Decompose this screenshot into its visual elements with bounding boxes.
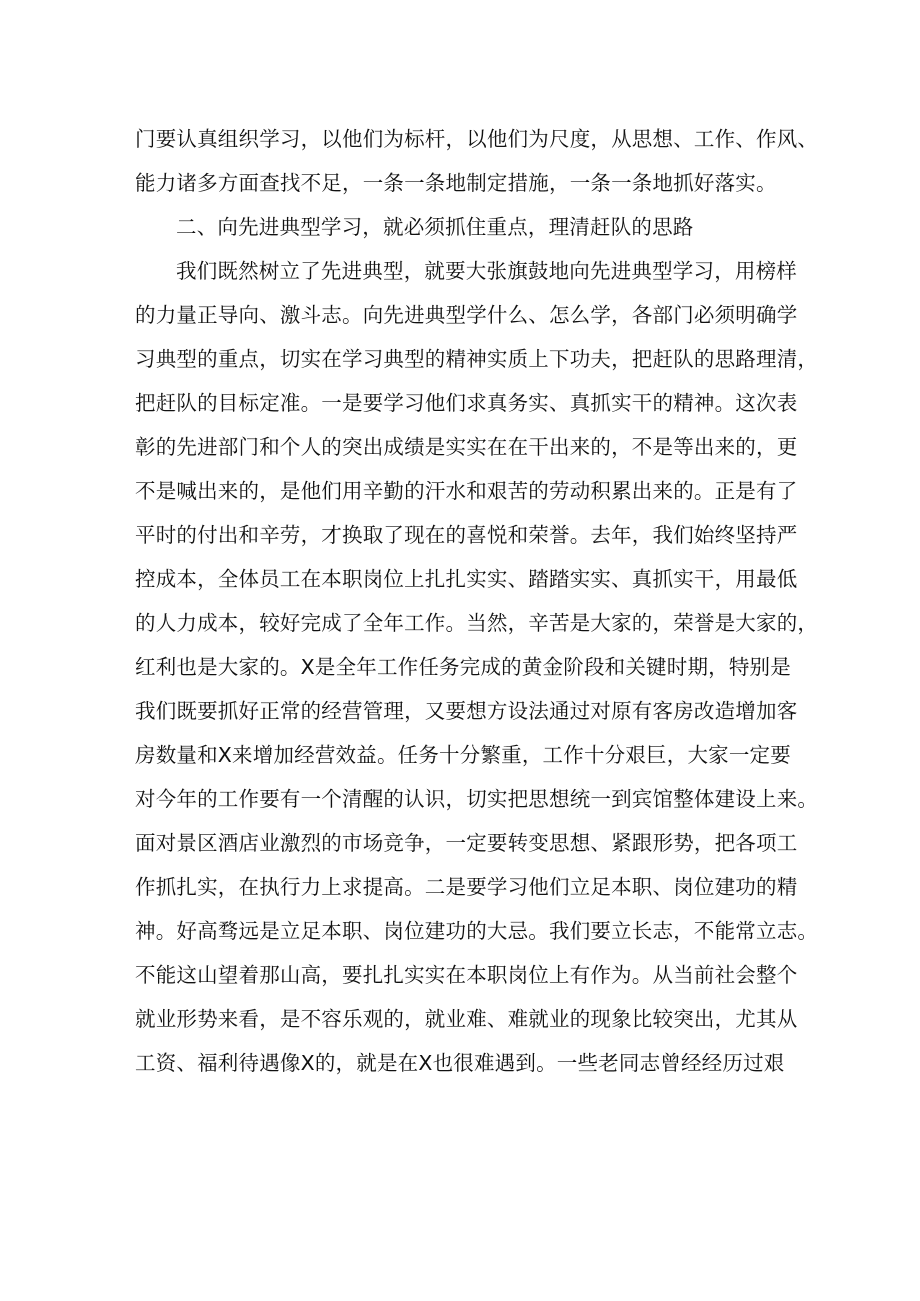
text-line-5: 的力量正导向、激斗志。向先进典型学什么、怎么学，各部门必须明确学 [135, 303, 798, 327]
text-line-18: 作抓扎实，在执行力上求提高。二是要学习他们立足本职、岗位建功的精 [135, 875, 798, 899]
text-line-1: 门要认真组织学习，以他们为标杆，以他们为尺度，从思想、工作、作风、 [135, 127, 819, 151]
text-line-21: 就业形势来看，是不容乐观的，就业难、难就业的现象比较突出，尤其从 [135, 1007, 798, 1031]
text-line-7: 把赶队的目标定准。一是要学习他们求真务实、真抓实干的精神。这次表 [135, 391, 798, 415]
text-line-10: 平时的付出和辛劳，才换取了现在的喜悦和荣誉。去年，我们始终坚持严 [135, 523, 798, 547]
text-line-17: 面对景区酒店业激烈的市场竞争，一定要转变思想、紧跟形势，把各项工 [135, 831, 798, 855]
text-line-11: 控成本，全体员工在本职岗位上扎扎实实、踏踏实实、真抓实干，用最低 [135, 567, 798, 591]
text-line-16: 对今年的工作要有一个清醒的认识，切实把思想统一到宾馆整体建设上来。 [135, 787, 819, 811]
text-line-15: 房数量和X来增加经营效益。任务十分繁重，工作十分艰巨，大家一定要 [135, 743, 791, 767]
section-heading: 二、向先进典型学习，就必须抓住重点，理清赶队的思路 [176, 215, 694, 239]
text-line-20: 不能这山望着那山高，要扎扎实实在本职岗位上有作为。从当前社会整个 [135, 963, 798, 987]
paragraph-first-line: 我们既然树立了先进典型，就要大张旗鼓地向先进典型学习，用榜样 [176, 259, 797, 283]
text-line-13: 红利也是大家的。X是全年工作任务完成的黄金阶段和关键时期，特别是 [135, 655, 791, 679]
body-text [135, 117, 819, 1085]
text-line-9: 不是喊出来的，是他们用辛勤的汗水和艰苦的劳动积累出来的。正是有了 [135, 479, 798, 503]
text-line-14: 我们既要抓好正常的经营管理，又要想方设法通过对原有客房改造增加客 [135, 699, 798, 723]
text-line-12: 的人力成本，较好完成了全年工作。当然，辛苦是大家的，荣誉是大家的， [135, 611, 819, 635]
text-line-8: 彰的先进部门和个人的突出成绩是实实在在干出来的，不是等出来的，更 [135, 435, 798, 459]
text-line-19: 神。好高骛远是立足本职、岗位建功的大忌。我们要立长志，不能常立志。 [135, 919, 819, 943]
text-line-22: 工资、福利待遇像X的，就是在X也很难遇到。一些老同志曾经经历过艰 [135, 1051, 785, 1075]
text-line-2: 能力诸多方面查找不足，一条一条地制定措施，一条一条地抓好落实。 [135, 171, 777, 195]
text-line-6: 习典型的重点，切实在学习典型的精神实质上下功夫，把赶队的思路理清， [135, 347, 819, 371]
